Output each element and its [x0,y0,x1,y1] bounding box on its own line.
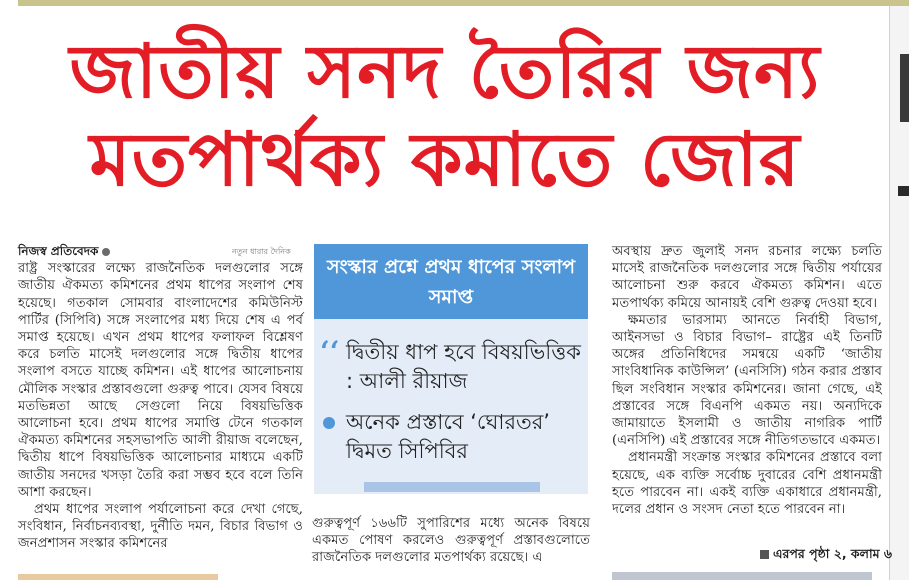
headline-line1: জাতীয় সনদ তৈরির জন্য [69,29,821,115]
right-para-2: ক্ষমতার ভারসাম্য আনতে নির্বাহী বিভাগ, আইনসভা ও বিচার বিভাগ– রাষ্ট্রের এই তিনটি অঙ্গের প্রতিনিধিদের সমন্বয়ে একটি ‘জাতীয় সাংবিধানিক কাউন্সিল’ (এনসিসি) গঠন করার প্রস্তাব ছিল সংবিধান সংস্কার কমিশনের। জানা গেছে, এই প্রস্তাবের সঙ্গে বিএনপি একমত নয়। অন্যদিকে জামায়াতে ইসলামী ও জাতীয় নাগরিক পার্টি (এনসিপি) এই প্রস্তাবের সঙ্গে নীতিগতভাবে একমত। [612,312,882,449]
adjacent-text-fragment [898,186,909,196]
bottom-photo-edge [18,574,218,580]
square-bullet-icon [760,550,769,559]
highlight-point-1: দ্বিতীয় ধাপ হবে বিষয়ভিত্তিক : আলী রীয়াজ [346,340,581,393]
left-para-1: রাষ্ট্র সংস্কারের লক্ষ্যে রাজনৈতিক দলগুলোর সঙ্গে জাতীয় ঐকমত্য কমিশনের প্রথম ধাপের সংলাপ শেষ হয়েছে। গতকাল সোমবার বাংলাদেশের কমিউনিস্ট পার্টির (সিপিবি) সঙ্গে সংলাপের মধ্য দিয়ে শেষ এ পর্ব সমাপ্ত হয়েছে। এখন প্রথম ধাপের ফলাফল বিশ্লেষণ করে চলতি মাসেই দলগুলোর সঙ্গে দ্বিতীয় ধাপের সংলাপ বসতে যাচ্ছে কমিশন। এই ধাপের আলোচনায় মৌলিক সংস্কার প্রস্তাবগুলো গুরুত্ব পাবে। যেসব বিষয়ে মতভিন্নতা আছে সেগুলো নিয়ে বিষয়ভিত্তিক আলোচনা হবে। প্রথম ধাপের সমাপ্তি টেনে গতকাল ঐকমত্য কমিশনের সহসভাপতি আলী রীয়াজ বলেছেন, দ্বিতীয় ধাপে বিষয়ভিত্তিক আলোচনার মাধ্যমে একটি জাতীয় সনদের খসড়া তৈরি করা সম্ভব হবে বলে তিনি আশা করছেন। [18,261,303,500]
right-column [612,243,882,518]
middle-column-text: গুরুত্বপূর্ণ ১৬৬টি সুপারিশের মধ্যে অনেক বিষয়ে একমত পোষণ করলেও গুরুত্বপূর্ণ প্রস্তাবগুলোতে রাজনৈতিক দলগুলোর মতপার্থক্য রয়েছে। এ [312,516,590,566]
byline: নিজস্ব প্রতিবেদক [18,243,303,260]
top-rule [18,0,909,6]
adjacent-page-strip [889,6,909,580]
quote-icon: ‘‘ [320,335,340,368]
adjacent-headline-fragment [900,54,909,122]
continued-note: এরপর পৃষ্ঠা ২, কলাম ৬ [760,546,892,566]
highlight-box-bar [364,482,540,492]
byline-dot-icon [102,248,110,256]
bottom-photo-edge-right [612,572,872,580]
headline-line2: মতপার্থক্য কমাতে জোর [89,117,801,203]
left-para-2: প্রথম ধাপের সংলাপ পর্যালোচনা করে দেখা গেছে, সংবিধান, নির্বাচনব্যবস্থা, দুর্নীতি দমন, বিচার বিভাগ ও জনপ্রশাসন সংস্কার কমিশনের [18,502,303,552]
bullet-icon [323,417,335,429]
headline [30,28,860,204]
right-para-3: প্রধানমন্ত্রী সংক্রান্ত সংস্কার কমিশনের প্রস্তাবে বলা হয়েছে, এক ব্যক্তি সর্বোচ্চ দুবারের বেশি প্রধানমন্ত্রী হতে পারবেন না। একই ব্যক্তি একাধারে প্রধানমন্ত্রী, দলের প্রধান ও সংসদ নেতা হতে পারবেন না। [612,450,882,518]
left-column [18,243,303,553]
newspaper-stamp: নতুন ধারার দৈনিক [232,247,291,256]
highlight-box-header: সংস্কার প্রশ্নে প্রথম ধাপের সংলাপ সমাপ্ত [314,244,588,319]
highlight-point-2: অনেক প্রস্তাবে ‘ঘোরতর’ দ্বিমত সিপিবির [346,410,550,463]
right-para-1: অবস্থায় দ্রুত জুলাই সনদ রচনার লক্ষ্যে চলতি মাসেই রাজনৈতিক দলগুলোর সঙ্গে দ্বিতীয় পর্যায়ের আলোচনা শুরু করবে ঐকমত্য কমিশন। এতে মতপার্থক্য কমিয়ে আনায়ই বেশি গুরুত্ব দেওয়া হবে। [612,244,882,311]
